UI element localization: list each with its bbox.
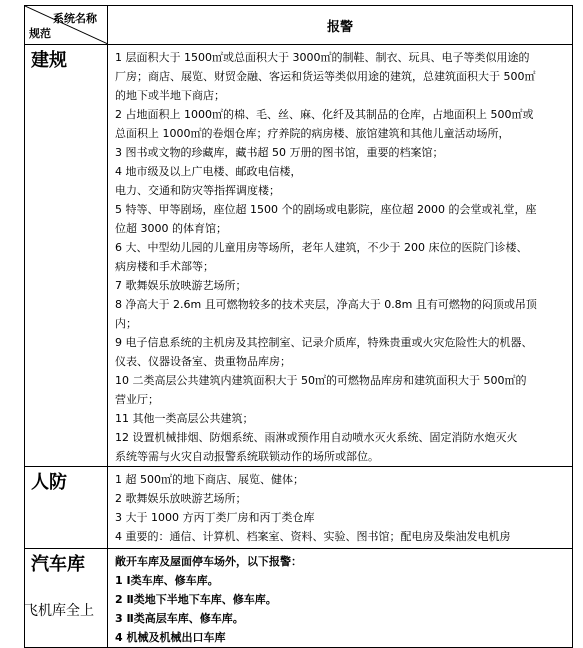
content-line: 1 层面积大于 1500㎡或总面积大于 3000㎡的制鞋、制衣、玩具、电子等类似用途的 xyxy=(115,51,530,64)
content-cell xyxy=(108,45,573,467)
content-line: 2 歌舞娱乐放映游艺场所； xyxy=(115,492,247,505)
content-line: 2 Ⅱ类地下半地下车库、修车库。 xyxy=(115,593,277,606)
content-line: 总面积上 1000㎡的卷烟仓库；疗养院的病房楼、旅馆建筑和其他儿童活动场所， xyxy=(115,127,510,140)
content-line: 7 歌舞娱乐放映游艺场所； xyxy=(115,279,247,292)
content-line: 2 占地面积上 1000㎡的棉、毛、丝、麻、化纤及其制品的仓库，占地面积上 500㎡或 xyxy=(115,108,534,121)
content-line: 9 电子信息系统的主机房及其控制室、记录介质库，特殊贵重或火灾危险性大的机器、 xyxy=(115,336,533,349)
content-cell xyxy=(108,467,573,549)
table-row xyxy=(25,467,573,549)
content-line: 厂房；商店、展览、财贸金融、客运和货运等类似用途的建筑，总建筑面积大于 500㎡ xyxy=(115,70,536,83)
content-line: 10 二类高层公共建筑内建筑面积大于 50㎡的可燃物品库房和建筑面积大于 500㎡的 xyxy=(115,374,527,387)
header-row xyxy=(25,6,573,45)
content-line: 6 大、中型幼儿园的儿童用房等场所，老年人建筑，不少于 200 床位的医院门诊楼、 xyxy=(115,241,528,254)
content-cell xyxy=(108,549,573,648)
content-line: 位超 3000 的体育馆； xyxy=(115,222,227,235)
content-line: 电力、交通和防灾等指挥调度楼； xyxy=(115,184,280,197)
table-row xyxy=(25,45,573,467)
content-line: 的地下或半地下商店； xyxy=(115,89,225,102)
content-line: 1 Ⅰ类车库、修车库。 xyxy=(115,574,219,587)
content-line: 4 地市级及以上广电楼、邮政电信楼， xyxy=(115,165,302,178)
content-line: 4 机械及机械出口车库 xyxy=(115,631,226,644)
content-line: 敞开车库及屋面停车场外，以下报警： xyxy=(115,555,302,568)
table-row xyxy=(25,549,573,648)
header-standard: 规范 xyxy=(29,27,51,40)
content-line: 营业厅； xyxy=(115,393,159,406)
category-cell: 人防 xyxy=(25,467,108,549)
spec-table-container xyxy=(24,5,572,648)
content-line: 11 其他一类高层公共建筑； xyxy=(115,412,254,425)
footer-note: 飞机库全上 xyxy=(24,603,94,619)
content-line: 内； xyxy=(115,317,137,330)
content-line: 12 设置机械排烟、防烟系统、雨淋或预作用自动喷水灭火系统、固定消防水炮灭火 xyxy=(115,431,518,444)
category-cell: 建规 xyxy=(25,45,108,467)
content-line: 1 超 500㎡的地下商店、展览、健体； xyxy=(115,473,304,486)
content-line: 仪表、仪器设备室、贵重物品库房； xyxy=(115,355,291,368)
alarm-spec-table xyxy=(24,5,573,648)
header-title: 报警 xyxy=(108,6,573,45)
content-line: 系统等需与火灾自动报警系统联锁动作的场所或部位。 xyxy=(115,450,379,463)
content-line: 3 Ⅱ类高层车库、修车库。 xyxy=(115,612,244,625)
content-line: 病房楼和手术部等； xyxy=(115,260,214,273)
header-system-name: 系统名称 xyxy=(53,12,97,25)
content-line: 3 大于 1000 方丙丁类厂房和丙丁类仓库 xyxy=(115,511,315,524)
content-line: 4 重要的：通信、计算机、档案室、资料、实验、图书馆；配电房及柴油发电机房 xyxy=(115,530,511,543)
diagonal-header-cell xyxy=(25,6,108,45)
content-line: 8 净高大于 2.6m 且可燃物较多的技术夹层，净高大于 0.8m 且有可燃物的闷顶或吊顶 xyxy=(115,298,537,311)
content-line: 5 特等、甲等剧场，座位超 1500 个的剧场或电影院，座位超 2000 的会堂或礼堂，座 xyxy=(115,203,537,216)
content-line: 3 图书或文物的珍藏库，藏书超 50 万册的图书馆，重要的档案馆； xyxy=(115,146,444,159)
category-cell: 汽车库 xyxy=(25,549,108,648)
